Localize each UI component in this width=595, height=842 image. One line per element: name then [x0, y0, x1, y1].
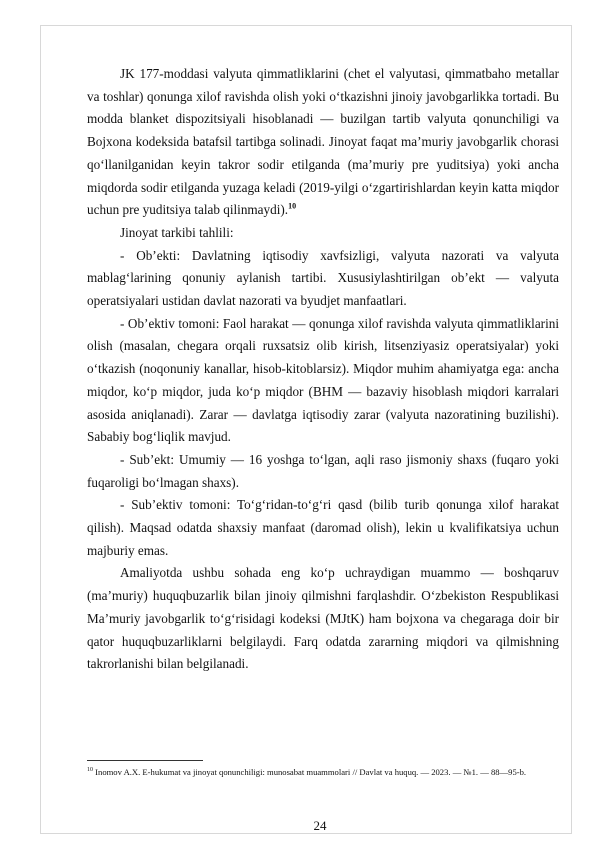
- footnote: [87, 764, 559, 778]
- paragraph-analysis-heading: Jinoyat tarkibi tahlili:: [120, 224, 234, 240]
- paragraph-text: JK 177-moddasi valyuta qimmatliklarini (chet el valyutasi, qimmatbaho metallar va toshlar) qonunga xilof ravishda olish yoki o‘tkazishni jinoiy javobgarlikka tortadi. Bu modda blanket dispozitsiyali hisoblanadi — buzilgan tartib valyuta qonunchiligi va Bojxona kodeksida batafsil tartibga solinadi. Jinoyat faqat ma’muriy javobgarlik chorasi qo‘llanilganidan keyin takror sodir etilganda (ma’muriy pre yuditsiya) yoki ancha miqdorda sodir etilganda yuzaga keladi (2019-yilgi o‘zgartirishlardan keyin katta miqdor uchun pre yuditsiya talab qilinmaydi).: [87, 66, 559, 218]
- footnote-reference[interactable]: 10: [288, 201, 297, 211]
- footnote-divider: [87, 760, 203, 761]
- paragraph-objective-side: - Ob’ektiv tomoni: Faol harakat — qonunga xilof ravishda valyuta qimmatliklarini olish (masalan, chegara orqali ruxsatsiz olib kirish, litsenziyasiz operatsiyalar) yoki o‘tkazish (noqonuniy kanallar, hisob-kitoblarsiz). Miqdor muhim ahamiyatga ega: ancha miqdor, ko‘p miqdor, juda ko‘p miqdor (BHM — bazaviy hisoblash miqdori karralari asosida aniqlanadi). Zarar — davlatga iqtisodiy zarar (valyuta nazoratining buzilishi). Sababiy bog‘liqlik mavjud.: [87, 315, 559, 445]
- paragraph-practice: Amaliyotda ushbu sohada eng ko‘p uchraydigan muammo — boshqaruv (ma’muriy) huquqbuzarlik bilan jinoiy qilmishni farqlashdir. O‘zbekiston Respublikasi Ma’muriy javobgarlik to‘g‘risidagi kodeksi (MJtK) ham bojxona va chegaraga doir bir qator huquqbuzarliklarni belgilaydi. Farq odatda zararning miqdori va qilmishning takrorlanishi bilan belgilanadi.: [87, 565, 559, 672]
- footnote-text: Inomov A.X. E-hukumat va jinoyat qonunchiligi: munosabat muammolari // Davlat va huquq. — 2023. — №1. — 88—95-b.: [95, 766, 527, 777]
- body-text: [87, 63, 559, 676]
- paragraph-subjective-side: - Sub’ektiv tomoni: To‘g‘ridan-to‘g‘ri qasd (bilib turib qonunga xilof harakat qilish). Maqsad odatda shaxsiy manfaat (daromad olish), lekin u kvalifikatsiya uchun majburiy emas.: [87, 497, 559, 558]
- paragraph-article-177: [87, 63, 559, 222]
- page-number: 24: [313, 818, 327, 833]
- paragraph-subject: - Sub’ekt: Umumiy — 16 yoshga to‘lgan, aqli raso jismoniy shaxs (fuqaro yoki fuqaroligi bo‘lmagan shaxs).: [87, 451, 559, 490]
- paragraph-object: - Ob’ekti: Davlatning iqtisodiy xavfsizligi, valyuta nazorati va valyuta mablag‘larining qonuniy aylanish tartibi. Xususiylashtirilgan ob’ekt — valyuta operatsiyalari ustidan davlat nazorati va byudjet manfaatlari.: [87, 247, 559, 309]
- footnote-number: 10: [87, 767, 93, 773]
